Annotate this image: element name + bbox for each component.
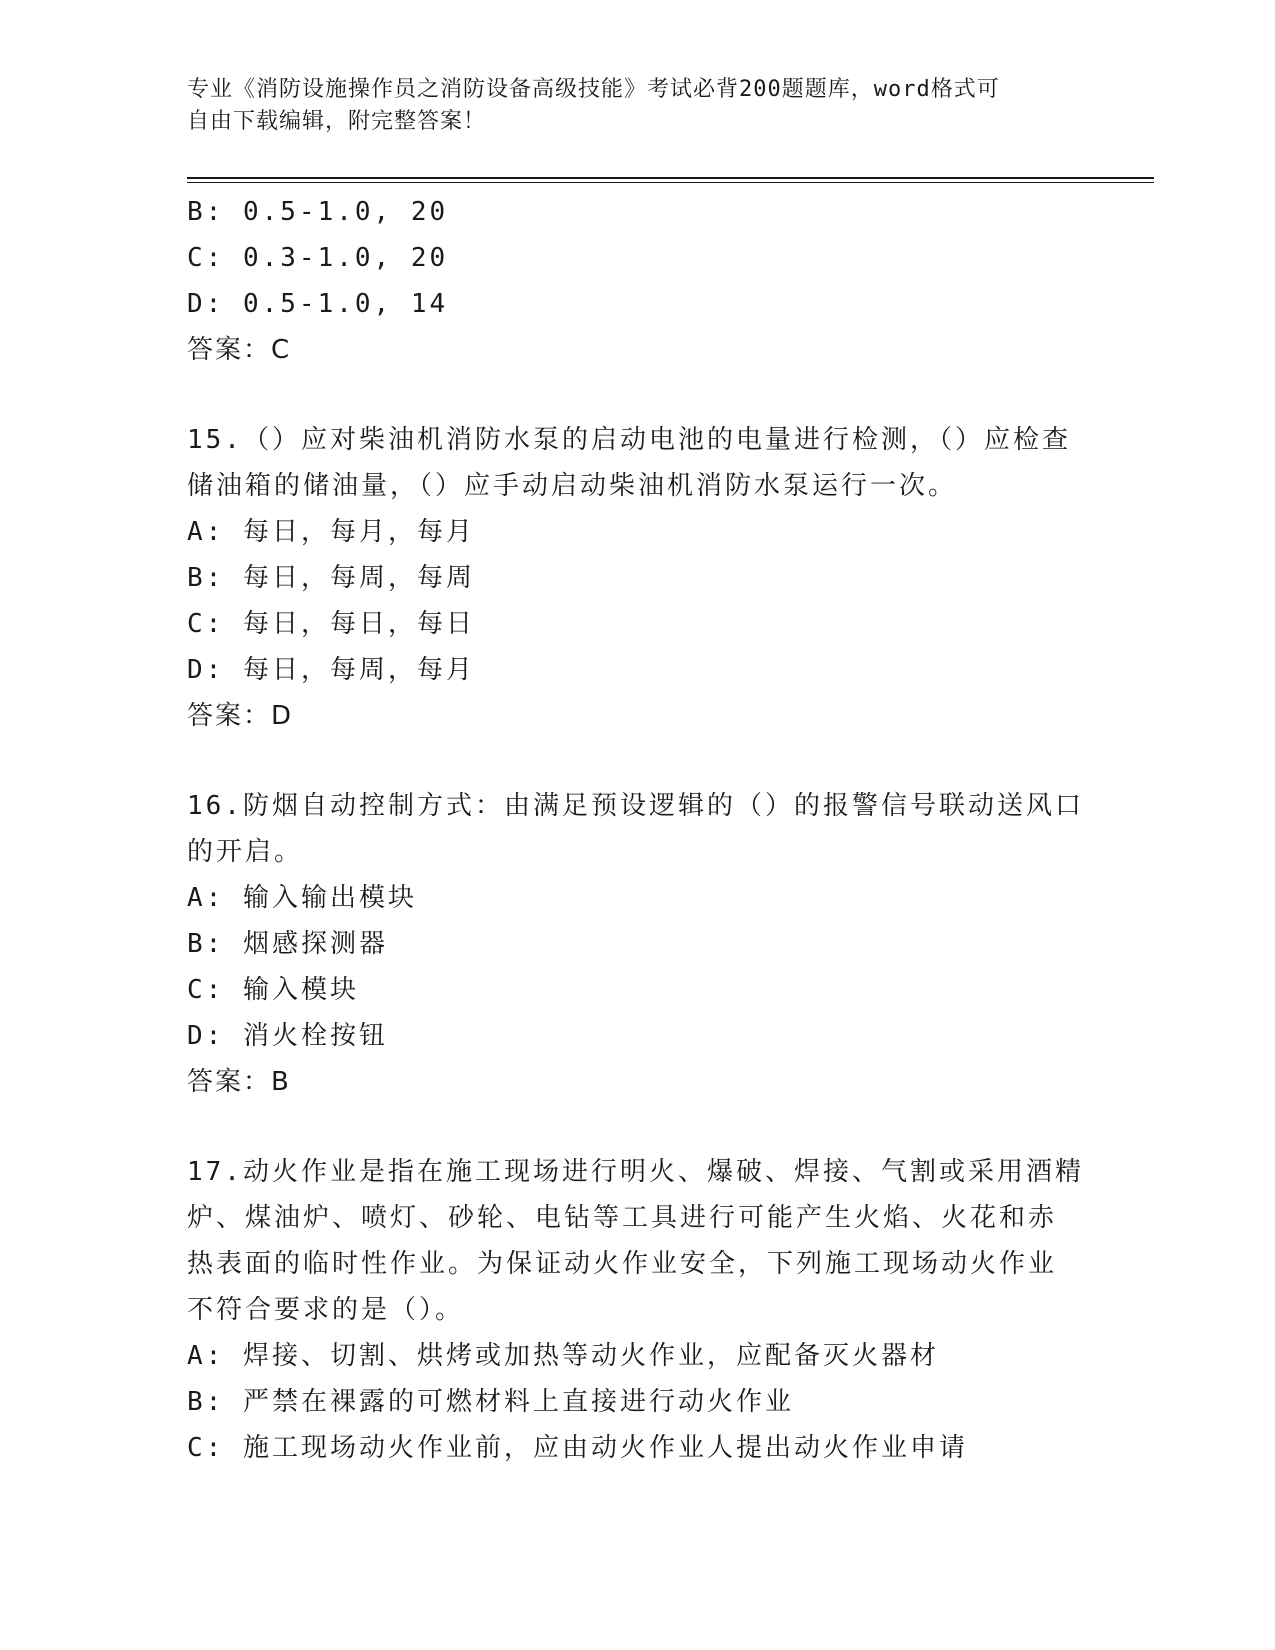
question-16 <box>187 783 1087 1105</box>
header-line-2: 自由下载编辑，附完整答案！ <box>187 109 487 134</box>
option-a: A: 焊接、切割、烘烤或加热等动火作业，应配备灭火器材 <box>187 1341 939 1371</box>
question-17 <box>187 1149 1087 1471</box>
option-b: B: 严禁在裸露的可燃材料上直接进行动火作业 <box>187 1387 794 1417</box>
document-header <box>187 74 1087 138</box>
option-b: B: 烟感探测器 <box>187 929 388 959</box>
option-a: A: 每日，每月，每月 <box>187 517 475 547</box>
answer: 答案：B <box>187 1067 291 1097</box>
option-c: C: 输入模块 <box>187 975 359 1005</box>
option-b: B: 0.5-1.0, 20 <box>187 197 449 227</box>
option-b: B: 每日，每周，每周 <box>187 563 475 593</box>
question-14 <box>187 189 1087 373</box>
option-d: D: 0.5-1.0, 14 <box>187 289 449 319</box>
question-15 <box>187 417 1087 739</box>
question-stem-line: 不符合要求的是（）。 <box>187 1295 465 1325</box>
option-d: D: 每日，每周，每月 <box>187 655 475 685</box>
header-rule-thick <box>187 177 1154 179</box>
option-c: C: 施工现场动火作业前，应由动火作业人提出动火作业申请 <box>187 1433 968 1463</box>
question-stem-line: 的开启。 <box>187 837 304 867</box>
option-c: C: 0.3-1.0, 20 <box>187 243 449 273</box>
option-d: D: 消火栓按钮 <box>187 1021 388 1051</box>
question-stem-line: 16.防烟自动控制方式：由满足预设逻辑的（）的报警信号联动送风口 <box>187 791 1084 821</box>
question-stem-line: 储油箱的储油量，（）应手动启动柴油机消防水泵运行一次。 <box>187 471 958 501</box>
header-line-1: 专业《消防设施操作员之消防设备高级技能》考试必背200题题库，word格式可 <box>187 77 1000 102</box>
answer: 答案：D <box>187 701 294 731</box>
question-stem-line: 17.动火作业是指在施工现场进行明火、爆破、焊接、气割或采用酒精 <box>187 1157 1084 1187</box>
option-c: C: 每日，每日，每日 <box>187 609 475 639</box>
spacer <box>187 1105 1087 1149</box>
question-list <box>187 189 1087 1471</box>
question-stem-line: 热表面的临时性作业。为保证动火作业安全，下列施工现场动火作业 <box>187 1249 1058 1279</box>
spacer <box>187 373 1087 417</box>
question-stem-line: 炉、煤油炉、喷灯、砂轮、电钻等工具进行可能产生火焰、火花和赤 <box>187 1203 1058 1233</box>
question-stem-line: 15.（）应对柴油机消防水泵的启动电池的电量进行检测，（）应检查 <box>187 425 1071 455</box>
answer: 答案：C <box>187 335 292 365</box>
option-a: A: 输入输出模块 <box>187 883 417 913</box>
spacer <box>187 739 1087 783</box>
header-rule-thin <box>187 182 1154 183</box>
